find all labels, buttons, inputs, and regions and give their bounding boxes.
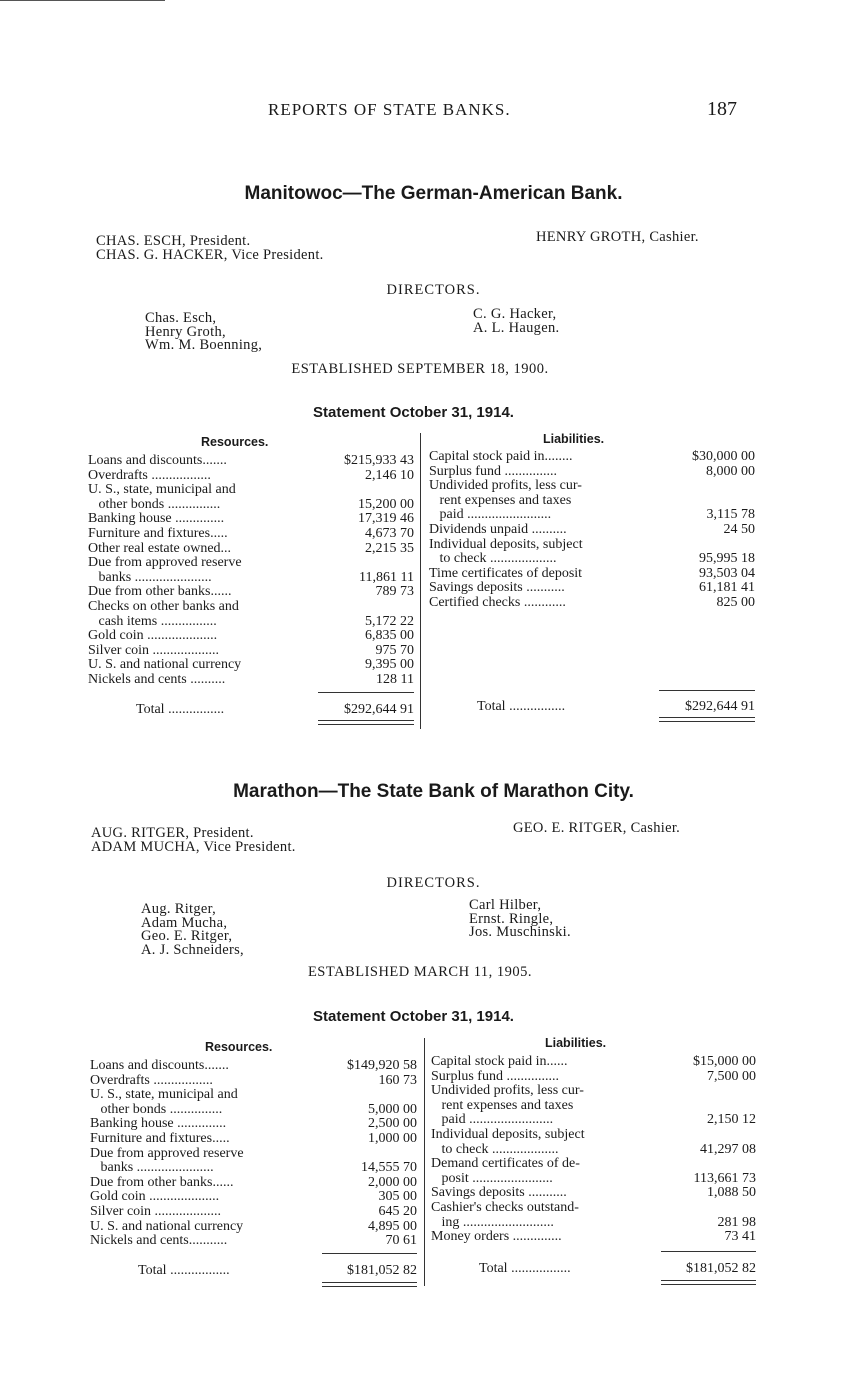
table-row (431, 1113, 756, 1128)
row-label: Loans and discounts....... (88, 454, 227, 468)
table-row (88, 615, 414, 630)
total-amount: $181,052 82 (347, 1263, 417, 1278)
row-amount: 825 00 (716, 594, 755, 610)
row-label: other bonds ............... (90, 1102, 223, 1117)
row-label: to check ................... (429, 552, 557, 567)
officers-left (96, 234, 324, 262)
liabilities-total-row (477, 699, 755, 715)
row-amount: 93,503 04 (699, 565, 755, 581)
row-label: Surplus fund ............... (431, 1069, 559, 1084)
total-rule (318, 692, 414, 693)
vice-president: ADAM MUCHA, Vice President. (91, 839, 296, 855)
resources-table (88, 454, 414, 688)
row-amount: 9,395 00 (365, 657, 414, 673)
row-amount: 24 50 (723, 521, 755, 537)
director: A. L. Haugen. (473, 319, 560, 336)
liabilities-table (429, 450, 755, 611)
bank-title: Manitowoc—The German-American Bank. (244, 183, 623, 204)
row-label: rent expenses and taxes (429, 493, 572, 508)
row-amount: 113,661 73 (693, 1170, 756, 1186)
table-row (90, 1147, 417, 1162)
row-amount: 11,861 11 (359, 569, 414, 585)
row-label: Nickels and cents .......... (88, 672, 226, 687)
table-row (429, 508, 755, 523)
row-label: Furniture and fixtures..... (90, 1131, 230, 1146)
statement-heading: Statement October 31, 1914. (313, 404, 514, 421)
row-amount: 789 73 (375, 584, 414, 600)
table-row (88, 454, 414, 469)
row-label: Certified checks ............ (429, 595, 566, 610)
row-amount: 645 20 (378, 1203, 417, 1219)
president: AUG. RITGER, President. (91, 825, 254, 841)
table-row (429, 494, 755, 509)
total-rule (322, 1253, 417, 1254)
total-label: Total ................. (479, 1261, 571, 1276)
row-amount: 975 70 (375, 642, 414, 658)
resources-total-row (136, 702, 414, 718)
row-amount: 128 11 (376, 671, 414, 687)
row-label: Undivided profits, less cur- (429, 479, 582, 494)
table-row (88, 600, 414, 615)
table-row (90, 1220, 417, 1235)
row-label: U. S., state, municipal and (90, 1088, 238, 1103)
directors-heading: DIRECTORS. (386, 875, 481, 891)
director: Wm. M. Boenning, (145, 337, 263, 353)
table-row (431, 1128, 756, 1143)
total-amount: $181,052 82 (686, 1261, 756, 1276)
table-row (429, 596, 755, 611)
resources-heading: Resources. (201, 435, 269, 449)
running-head: REPORTS OF STATE BANKS. (268, 100, 511, 119)
row-label: Loans and discounts....... (90, 1059, 229, 1073)
row-amount: 41,297 08 (700, 1141, 756, 1157)
row-amount: 73 41 (724, 1229, 756, 1245)
row-label: paid ........................ (431, 1113, 554, 1128)
director: Chas. Esch, (145, 310, 217, 326)
row-label: Due from other banks...... (88, 585, 232, 600)
directors-right (473, 308, 559, 335)
cashier: HENRY GROTH, Cashier. (536, 229, 699, 245)
director: Jos. Muschinski. (469, 924, 571, 940)
row-label: posit ....................... (431, 1171, 553, 1186)
directors-left (141, 903, 244, 957)
resources-table (90, 1059, 417, 1249)
president: CHAS. ESCH, President. (96, 233, 251, 249)
row-label: to check ................... (431, 1142, 559, 1157)
director: Ernst. Ringle, (469, 910, 554, 927)
row-amount: 1,000 00 (368, 1130, 417, 1146)
row-amount: $30,000 00 (692, 449, 755, 464)
table-row (431, 1216, 756, 1231)
director: Henry Groth, (145, 323, 226, 340)
row-label: other bonds ............... (88, 497, 221, 512)
table-row (88, 629, 414, 644)
row-label: cash items ................ (88, 614, 217, 629)
table-row (90, 1074, 417, 1089)
row-label: Savings deposits ........... (431, 1186, 567, 1201)
directors-heading: DIRECTORS. (386, 282, 481, 298)
row-amount: 4,895 00 (368, 1218, 417, 1234)
row-amount: 15,200 00 (358, 496, 414, 512)
table-row (90, 1190, 417, 1205)
row-label: banks ...................... (90, 1161, 214, 1176)
table-row (431, 1099, 756, 1114)
row-amount: 17,319 46 (358, 511, 414, 527)
resources-total-row (138, 1263, 417, 1279)
table-row (90, 1117, 417, 1132)
row-label: Surplus fund ............... (429, 464, 557, 479)
row-amount: 95,995 18 (699, 551, 755, 567)
cashier: GEO. E. RITGER, Cashier. (513, 820, 681, 836)
row-label: U. S., state, municipal and (88, 483, 236, 498)
table-row (431, 1201, 756, 1216)
total-label: Total ................. (138, 1263, 230, 1278)
row-label: Undivided profits, less cur- (431, 1084, 584, 1099)
table-row (90, 1088, 417, 1103)
liabilities-heading: Liabilities. (545, 1036, 607, 1050)
director: Carl Hilber, (469, 897, 542, 913)
table-row (429, 450, 755, 465)
row-label: Due from approved reserve (90, 1146, 244, 1161)
total-amount: $292,644 91 (344, 702, 414, 717)
row-label: Time certificates of deposit (429, 566, 583, 581)
total-double-rule (659, 717, 755, 722)
total-double-rule (322, 1282, 417, 1287)
total-rule (659, 690, 755, 691)
row-label: Capital stock paid in........ (429, 450, 573, 464)
table-row (431, 1084, 756, 1099)
row-label: Overdrafts ................. (88, 468, 211, 483)
column-divider (424, 1038, 425, 1286)
row-label: Silver coin ................... (90, 1204, 222, 1219)
total-double-rule (661, 1280, 756, 1285)
row-label: Due from other banks...... (90, 1175, 234, 1190)
row-amount: 281 98 (717, 1214, 756, 1230)
row-label: Furniture and fixtures..... (88, 526, 228, 541)
row-label: Nickels and cents........... (90, 1234, 228, 1249)
total-amount: $292,644 91 (685, 699, 755, 714)
directors-right (469, 899, 571, 940)
row-label: Banking house .............. (88, 512, 225, 527)
statement-heading: Statement October 31, 1914. (313, 1008, 514, 1025)
row-label: rent expenses and taxes (431, 1098, 574, 1113)
table-row (431, 1186, 756, 1201)
row-label: Individual deposits, subject (431, 1127, 585, 1142)
table-row (88, 527, 414, 542)
row-label: Gold coin .................... (88, 629, 218, 644)
table-row (431, 1055, 756, 1070)
table-row (90, 1103, 417, 1118)
row-label: Checks on other banks and (88, 599, 239, 614)
director: C. G. Hacker, (473, 306, 557, 322)
row-amount: 2,500 00 (368, 1116, 417, 1132)
table-row (431, 1230, 756, 1245)
table-row (88, 571, 414, 586)
row-label: banks ...................... (88, 570, 212, 585)
row-label: Overdrafts ................. (90, 1073, 213, 1088)
director: Geo. E. Ritger, (141, 928, 233, 944)
table-row (90, 1132, 417, 1147)
row-amount: 2,215 35 (365, 540, 414, 556)
total-label: Total ................ (477, 699, 566, 714)
row-amount: 5,000 00 (368, 1101, 417, 1117)
table-row (431, 1143, 756, 1158)
table-row (88, 469, 414, 484)
director: A. J. Schneiders, (141, 941, 244, 958)
page-number: 187 (707, 98, 737, 120)
row-label: Cashier's checks outstand- (431, 1200, 579, 1215)
row-amount: 70 61 (385, 1233, 417, 1249)
row-amount: 7,500 00 (707, 1068, 756, 1084)
row-amount: 4,673 70 (365, 525, 414, 541)
table-row (429, 552, 755, 567)
column-divider (420, 433, 421, 729)
table-row (88, 658, 414, 673)
table-row (88, 556, 414, 571)
liabilities-total-row (479, 1261, 756, 1277)
directors-left (145, 312, 262, 353)
row-amount: 14,555 70 (361, 1160, 417, 1176)
table-row (90, 1161, 417, 1176)
row-label: U. S. and national currency (90, 1219, 244, 1234)
table-row (88, 542, 414, 557)
table-row (429, 538, 755, 553)
table-row (88, 673, 414, 688)
row-label: Banking house .............. (90, 1117, 227, 1132)
established-date: ESTABLISHED SEPTEMBER 18, 1900. (291, 361, 549, 377)
vice-president: CHAS. G. HACKER, Vice President. (96, 247, 324, 263)
row-label: Demand certificates of de- (431, 1157, 580, 1172)
table-row (90, 1059, 417, 1074)
liabilities-heading: Liabilities. (543, 432, 605, 446)
row-amount: 6,835 00 (365, 628, 414, 644)
table-row (90, 1176, 417, 1191)
resources-heading: Resources. (205, 1040, 273, 1054)
row-amount: $215,933 43 (344, 453, 414, 468)
table-row (88, 585, 414, 600)
row-label: Other real estate owned... (88, 541, 232, 556)
table-row (431, 1172, 756, 1187)
table-row (431, 1157, 756, 1172)
table-row (429, 581, 755, 596)
table-row (429, 465, 755, 480)
liabilities-table (431, 1055, 756, 1245)
row-label: Silver coin ................... (88, 643, 220, 658)
table-row (90, 1205, 417, 1220)
row-amount: 5,172 22 (365, 613, 414, 629)
table-row (431, 1070, 756, 1085)
row-amount: 8,000 00 (706, 463, 755, 479)
established-date: ESTABLISHED MARCH 11, 1905. (307, 964, 533, 980)
row-label: Money orders .............. (431, 1230, 562, 1245)
row-amount: 3,115 78 (706, 507, 755, 523)
row-label: Dividends unpaid .......... (429, 522, 567, 537)
row-amount: 2,000 00 (368, 1174, 417, 1190)
table-row (88, 644, 414, 659)
row-amount: 2,146 10 (365, 467, 414, 483)
row-label: U. S. and national currency (88, 658, 242, 673)
table-row (429, 523, 755, 538)
table-row (88, 483, 414, 498)
row-amount: $149,920 58 (347, 1058, 417, 1073)
row-amount: 305 00 (378, 1189, 417, 1205)
row-amount: 160 73 (378, 1072, 417, 1088)
top-rule (0, 0, 165, 1)
director: Aug. Ritger, (141, 901, 217, 917)
total-double-rule (318, 720, 414, 725)
table-row (429, 567, 755, 582)
row-label: Gold coin .................... (90, 1190, 220, 1205)
bank-title: Marathon—The State Bank of Marathon City. (233, 781, 634, 802)
table-row (90, 1234, 417, 1249)
row-label: Savings deposits ........... (429, 581, 565, 596)
director: Adam Mucha, (141, 914, 228, 931)
table-row (88, 512, 414, 527)
page-header (0, 100, 867, 124)
row-amount: 2,150 12 (707, 1112, 756, 1128)
row-label: Due from approved reserve (88, 556, 242, 571)
row-amount: $15,000 00 (693, 1054, 756, 1069)
row-amount: 1,088 50 (707, 1185, 756, 1201)
row-amount: 61,181 41 (699, 580, 755, 596)
table-row (429, 479, 755, 494)
row-label: Capital stock paid in...... (431, 1055, 568, 1069)
row-label: ing .......................... (431, 1215, 554, 1230)
total-rule (661, 1251, 756, 1252)
row-label: Individual deposits, subject (429, 537, 583, 552)
total-label: Total ................ (136, 702, 225, 717)
table-row (88, 498, 414, 513)
officers-left (91, 826, 296, 854)
row-label: paid ........................ (429, 508, 552, 523)
